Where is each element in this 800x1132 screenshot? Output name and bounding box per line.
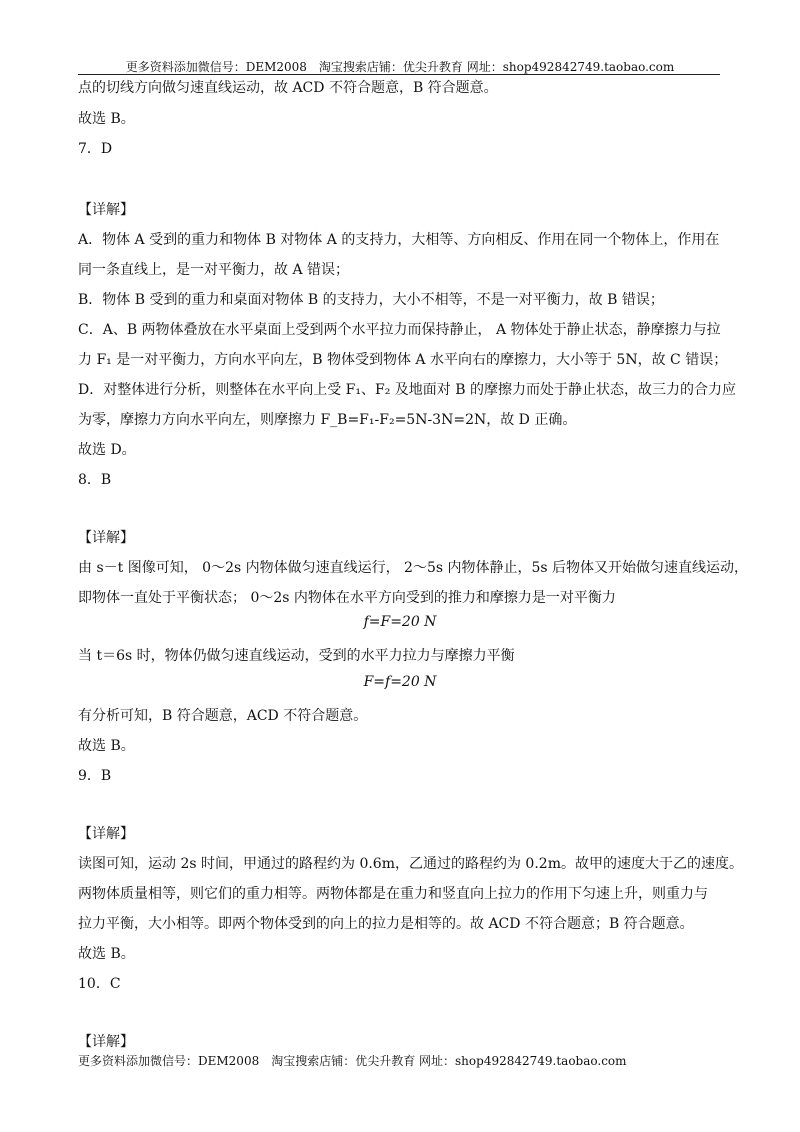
equation: f=F=20 N xyxy=(363,614,437,630)
text-line: 点的切线方向做匀速直线运动，故 ACD 不符合题意，B 符合题意。 xyxy=(78,80,498,96)
text-line: C．A、B 两物体叠放在水平桌面上受到两个水平拉力而保持静止， A 物体处于静止状态，静摩擦力与拉 xyxy=(78,322,721,338)
section-heading: 【详解】 xyxy=(78,530,134,546)
question-number: 10．C xyxy=(78,976,121,992)
text-line: 故选 B。 xyxy=(78,946,135,962)
text-line: B．物体 B 受到的重力和桌面对物体 B 的支持力，大小不相等，不是一对平衡力，故 B 错误； xyxy=(78,292,664,308)
text-line: 同一条直线上，是一对平衡力，故 A 错误； xyxy=(78,262,350,278)
text-line: 故选 B。 xyxy=(78,111,135,127)
header-rule xyxy=(78,74,720,75)
text-line: A．物体 A 受到的重力和物体 B 对物体 A 的支持力，大相等、方向相反、作用在同一个物体上，作用在 xyxy=(78,232,720,248)
text-line: 为零，摩擦力方向水平向左，则摩擦力 F_B=F₁-F₂=5N-3N=2N，故 D 正确。 xyxy=(78,412,577,428)
section-heading: 【详解】 xyxy=(78,1034,134,1050)
text-line: 有分析可知，B 符合题意，ACD 不符合题意。 xyxy=(78,708,368,724)
text-line: D．对整体进行分析，则整体在水平向上受 F₁、F₂ 及地面对 B 的摩擦力而处于静止状态，故三力的合力应 xyxy=(78,382,736,398)
text-line: 拉力平衡，大小相等。即两个物体受到的向上的拉力是相等的。故 ACD 不符合题意；B 符合题意。 xyxy=(78,916,694,932)
question-number: 9．B xyxy=(78,768,112,784)
section-heading: 【详解】 xyxy=(78,202,134,218)
page-footer: 更多资料添加微信号：DEM2008 淘宝搜索店铺：优尖升教育 网址：shop492842749.taobao.com xyxy=(78,1054,627,1068)
text-line: 故选 D。 xyxy=(78,442,136,458)
text-line: 读图可知，运动 2s 时间，甲通过的路程约为 0.6m，乙通过的路程约为 0.2m。故甲的速度大于乙的速度。 xyxy=(78,856,743,872)
page-header: 更多资料添加微信号：DEM2008 淘宝搜索店铺：优尖升教育 网址：shop492842749.taobao.com xyxy=(125,60,675,74)
text-line: 两物体质量相等，则它们的重力相等。两物体都是在重力和竖直向上拉力的作用下匀速上升，则重力与 xyxy=(78,886,708,902)
section-heading: 【详解】 xyxy=(78,826,134,842)
text-line: 即物体一直处于平衡状态； 0～2s 内物体在水平方向受到的推力和摩擦力是一对平衡力 xyxy=(78,590,616,606)
text-line: 由 s－t 图像可知， 0～2s 内物体做匀速直线运行， 2～5s 内物体静止，5s 后物体又开始做匀速直线运动， xyxy=(78,560,749,576)
question-number: 8．B xyxy=(78,472,112,488)
text-line: 当 t＝6s 时，物体仍做匀速直线运动，受到的水平力拉力与摩擦力平衡 xyxy=(78,648,515,664)
text-line: 力 F₁ 是一对平衡力，方向水平向左，B 物体受到物体 A 水平向右的摩擦力，大小等于 5N，故 C 错误； xyxy=(78,352,728,368)
equation: F=f=20 N xyxy=(363,674,437,690)
text-line: 故选 B。 xyxy=(78,738,135,754)
question-number: 7．D xyxy=(78,141,113,157)
